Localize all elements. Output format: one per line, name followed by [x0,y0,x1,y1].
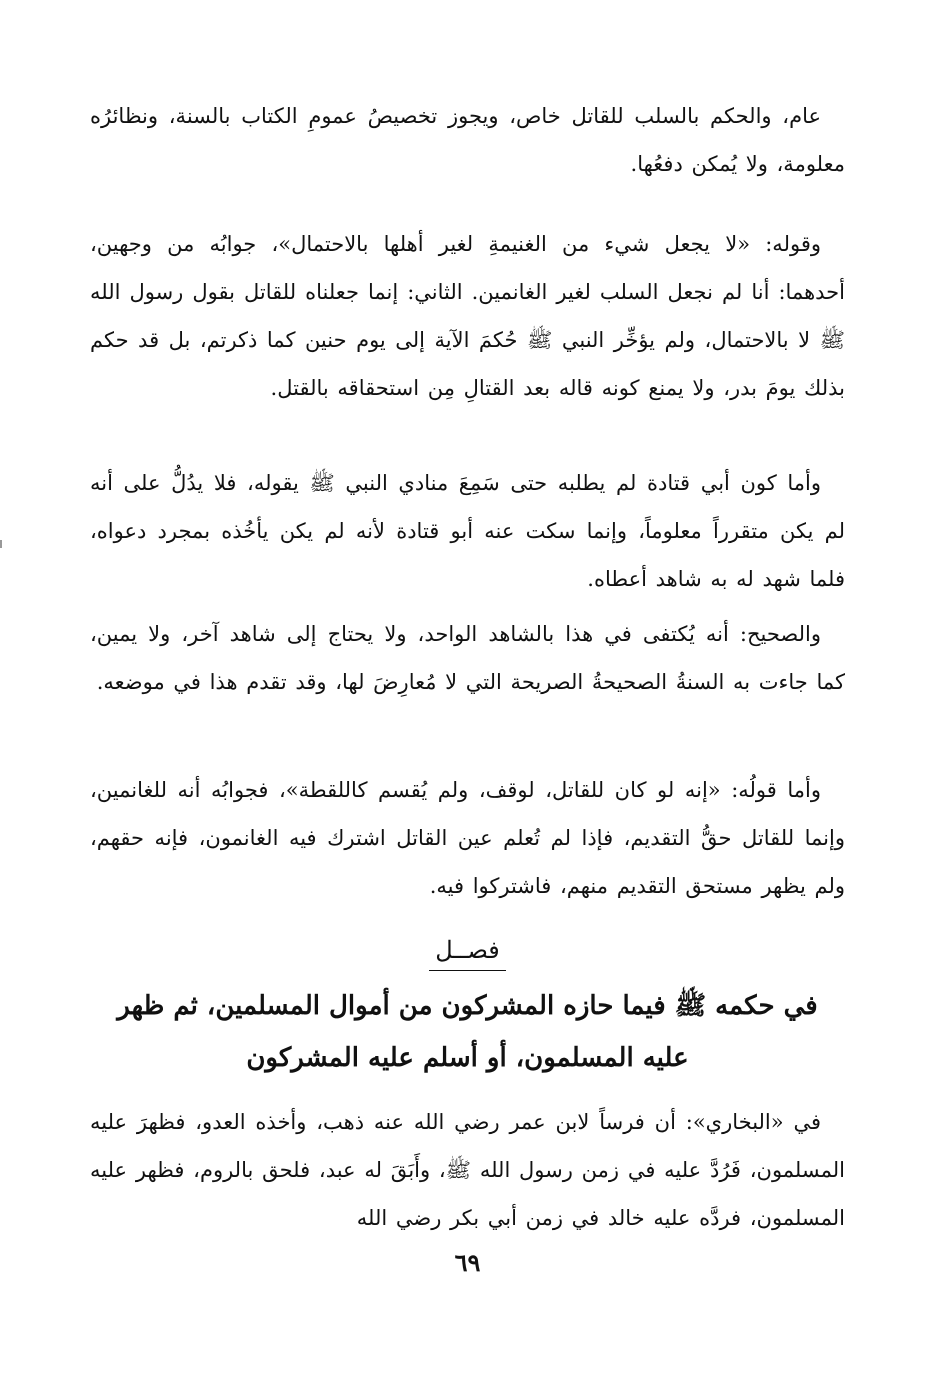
section-title: في حكمه ﷺ فيما حازه المشركون من أموال المسلمين، ثم ظهر عليه المسلمون، أو أسلم عليه المشركون [117,991,818,1073]
paragraph-text: وأما كون أبي قتادة لم يطلبه حتى سَمِعَ منادي النبي ﷺ يقوله، فلا يدُلُّ على أنه لم يكن متقرراً معلوماً، وإنما سكت عنه أبو قتادة لأنه لم يكن يأخُذه بمجرد دعواه، فلما شهد له به شاهد أعطاه. [90,471,845,591]
paragraph-text: عام، والحكم بالسلب للقاتل خاص، ويجوز تخصيصُ عمومِ الكتاب بالسنة، ونظائرُه معلومة، ولا يُمكن دفعُها. [90,104,845,176]
page-number: ٦٩ [454,1248,481,1277]
section-heading [0,930,935,971]
paragraph-bukhari-narration [90,1098,845,1242]
paragraph-general-specific-ruling [90,92,845,188]
paragraph-text: وقوله: «لا يجعل شيء من الغنيمةِ لغير أهلها بالاحتمال»، جوابُه من وجهين، أحدهما: أنا لم نجعل السلب لغير الغانمين. الثاني: إنما جعلناه للقاتل بقول رسول الله ﷺ لا بالاحتمال، ولم يؤخِّر النبي ﷺ حُكمَ الآية إلى يوم حنين كما ذكرتم، بل قد حكم بذلك يومَ بدر، ولا يمنع كونه قاله بعد القتالِ مِن استحقاقه بالقتل. [90,232,845,400]
scan-margin-mark [0,540,2,548]
paragraph-killer-share [90,766,845,910]
paragraph-single-witness [90,610,845,706]
paragraph-abu-qatada [90,459,845,603]
paragraph-text: وأما قولُه: «إنه لو كان للقاتل، لوقف، ولم يُقسم كاللقطة»، فجوابُه أنه للغانمين، وإنما للقاتل حقُّ التقديم، فإذا لم تُعلم عين القاتل اشترك فيه الغانمون، فإنه حقهم، ولم يظهر مستحق التقديم منهم، فاشتركوا فيه. [90,778,845,898]
paragraph-spoils-probability [90,220,845,412]
paragraph-text: في «البخاري»: أن فرساً لابن عمر رضي الله عنه ذهب، وأخذه العدو، فظهرَ عليه المسلمون، فَرُدَّ عليه في زمن رسول الله ﷺ، وأَبَقَ له عبد، فلحق بالروم، فظهر عليه المسلمون، فردَّه عليه خالد في زمن أبي بكر رضي الله [90,1110,845,1230]
section-heading-label: فصــل [429,930,506,971]
paragraph-text: والصحيح: أنه يُكتفى في هذا بالشاهد الواحد، ولا يحتاج إلى شاهد آخر، ولا يمين، كما جاءت به السنةُ الصحيحةُ الصريحة التي لا مُعارِضَ لها، وقد تقدم هذا في موضعه. [90,622,845,694]
